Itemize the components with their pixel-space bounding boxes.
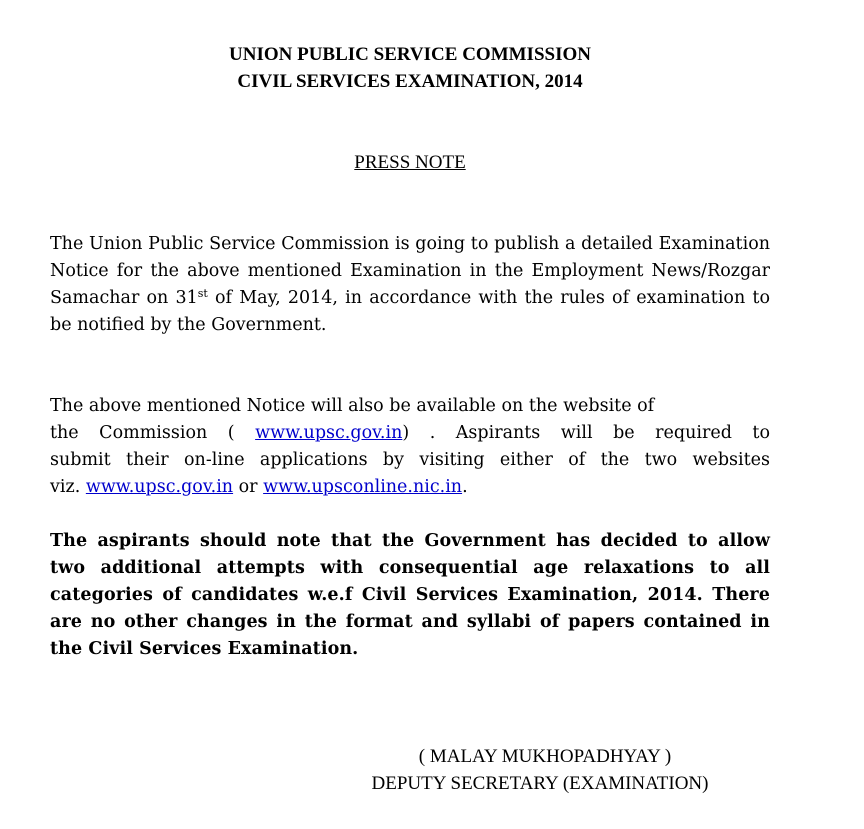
website-line-3: submit their on-line applications by visiting either of the two websites [50, 450, 770, 470]
paragraph-attempts: The aspirants should note that the Government has decided to allow two additional attempts with consequential age relaxations to all categories of candidates w.e.f Civil Services Examination, 2014. There are no other changes in the format and syllabi of papers contained in the Civil Services Examination. [50, 531, 770, 659]
header-exam: CIVIL SERVICES EXAMINATION, 2014 [237, 71, 583, 92]
website-line-4-c: . [462, 477, 468, 497]
paragraph-notice-text-b: of May, 2014, in accordance with the rules of examination to be notified by the Government. [50, 288, 770, 335]
website-line-2-a: the Commission ( [50, 423, 256, 443]
paragraph-notice-text-a: The Union Public Service Commission is going to publish a detailed Examination Notice for the above mentioned Examination in the Employment News/Rozgar Samachar on 31 [50, 234, 770, 308]
header-commission: UNION PUBLIC SERVICE COMMISSION [229, 44, 591, 65]
upsc-link-2[interactable]: www.upsc.gov.in [85, 477, 234, 497]
website-line-2 [50, 420, 770, 447]
paragraph-website [50, 393, 770, 501]
website-line-4 [50, 474, 770, 501]
date-superscript: st [197, 287, 208, 300]
signatory-name: ( MALAY MUKHOPADHYAY ) [418, 746, 672, 767]
website-line-1: The above mentioned Notice will also be available on the website of [50, 396, 655, 416]
upsconline-link[interactable]: www.upsconline.nic.in [263, 477, 463, 497]
paragraph-notice [50, 231, 770, 339]
upsc-link-1[interactable]: www.upsc.gov.in [255, 423, 403, 443]
website-line-2-b: ) . Aspirants will be required to [402, 423, 770, 443]
signatory-designation: DEPUTY SECRETARY (EXAMINATION) [371, 773, 709, 794]
press-note-title: PRESS NOTE [354, 152, 466, 173]
website-line-4-a: viz. [50, 477, 86, 497]
website-line-4-b: or [233, 477, 264, 497]
